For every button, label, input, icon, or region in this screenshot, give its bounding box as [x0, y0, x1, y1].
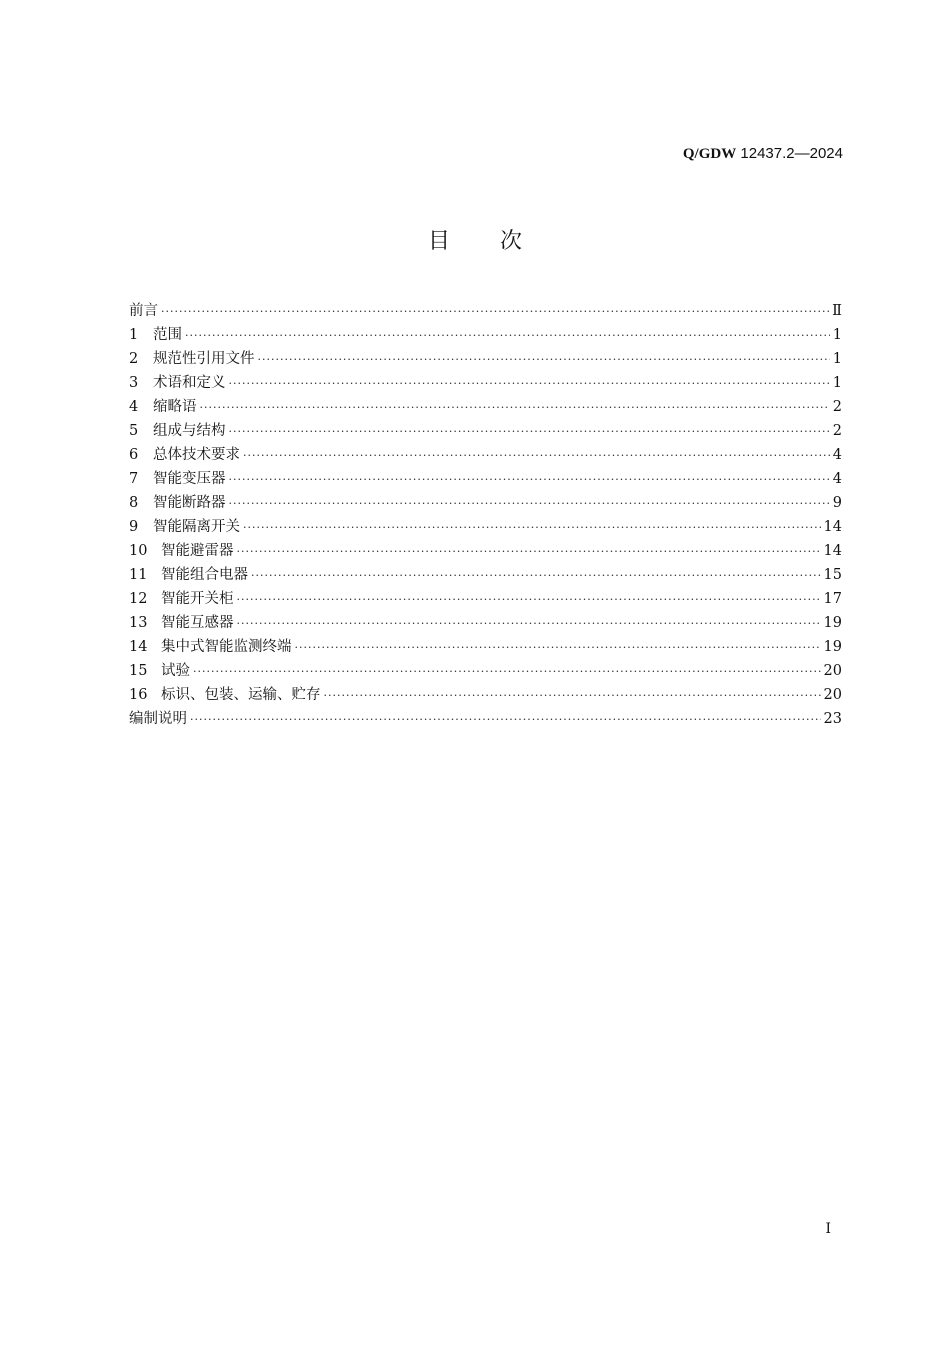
toc-entry-label: 术语和定义	[153, 375, 226, 391]
toc-entry-number: 7	[129, 471, 139, 487]
dot-leader	[193, 660, 821, 684]
dot-leader	[237, 540, 821, 564]
toc-entry-number: 16	[129, 687, 148, 703]
standard-number: 12437.2—2024	[740, 145, 843, 162]
toc-entry-number: 10	[129, 543, 148, 559]
dot-leader	[161, 300, 829, 324]
toc-entry-page: 19	[823, 615, 842, 631]
dot-leader	[237, 612, 821, 636]
toc-entry[interactable]	[129, 539, 842, 563]
toc-entry-page: 9	[832, 495, 842, 511]
toc-entry-number: 15	[129, 663, 148, 679]
toc-entry[interactable]	[129, 515, 842, 539]
toc-entry-label: 智能组合电器	[161, 567, 248, 583]
toc-entry-label: 规范性引用文件	[153, 351, 255, 367]
dot-leader	[324, 684, 821, 708]
toc-entry-page: 2	[832, 423, 842, 439]
toc-entry[interactable]	[129, 467, 842, 491]
toc-entry-label: 智能变压器	[153, 471, 226, 487]
dot-leader	[295, 636, 821, 660]
toc-entry-label: 总体技术要求	[153, 447, 240, 463]
table-of-contents	[129, 299, 842, 731]
toc-entry-label: 标识、包装、运输、贮存	[161, 687, 321, 703]
toc-entry-label: 智能隔离开关	[153, 519, 240, 535]
toc-entry[interactable]	[129, 371, 842, 395]
toc-entry-number: 2	[129, 351, 139, 367]
toc-entry-label: 智能开关柜	[161, 591, 234, 607]
toc-entry-page: Ⅱ	[832, 303, 842, 319]
toc-entry[interactable]	[129, 611, 842, 635]
toc-entry[interactable]	[129, 419, 842, 443]
toc-entry-page: 1	[832, 327, 842, 343]
toc-entry[interactable]	[129, 563, 842, 587]
toc-entry-page: 15	[823, 567, 842, 583]
dot-leader	[229, 372, 830, 396]
toc-entry-page: 14	[823, 543, 842, 559]
toc-entry-label: 智能断路器	[153, 495, 226, 511]
toc-entry[interactable]	[129, 323, 842, 347]
toc-entry[interactable]	[129, 347, 842, 371]
dot-leader	[229, 492, 830, 516]
page-title: 目次	[427, 229, 572, 254]
standard-prefix: Q/GDW	[682, 146, 737, 162]
dot-leader	[229, 420, 830, 444]
toc-entry-number: 14	[129, 639, 148, 655]
toc-entry-number: 6	[129, 447, 139, 463]
standard-code	[683, 145, 843, 163]
toc-entry[interactable]	[129, 635, 842, 659]
toc-entry-page: 1	[832, 375, 842, 391]
toc-entry-label: 集中式智能监测终端	[161, 639, 292, 655]
dot-leader	[251, 564, 821, 588]
toc-entry-page: 23	[823, 711, 842, 727]
toc-entry-number: 5	[129, 423, 139, 439]
dot-leader	[243, 516, 821, 540]
dot-leader	[229, 468, 830, 492]
toc-entry-number: 12	[129, 591, 148, 607]
toc-entry[interactable]	[129, 443, 842, 467]
toc-entry-page: 1	[832, 351, 842, 367]
toc-entry-label: 智能避雷器	[161, 543, 234, 559]
toc-entry[interactable]	[129, 395, 842, 419]
toc-entry-label: 编制说明	[129, 711, 187, 727]
toc-entry-page: 20	[823, 663, 842, 679]
toc-entry-label: 试验	[161, 663, 190, 679]
toc-entry-page: 2	[832, 399, 842, 415]
toc-entry[interactable]	[129, 491, 842, 515]
toc-entry[interactable]	[129, 299, 842, 323]
dot-leader	[190, 708, 821, 732]
dot-leader	[243, 444, 830, 468]
toc-entry-label: 范围	[153, 327, 182, 343]
toc-entry-page: 14	[823, 519, 842, 535]
dot-leader	[200, 396, 830, 420]
toc-entry-label: 前言	[129, 303, 158, 319]
toc-entry-label: 智能互感器	[161, 615, 234, 631]
toc-entry-page: 17	[823, 591, 842, 607]
toc-entry-number: 13	[129, 615, 148, 631]
toc-entry-page: 4	[832, 447, 842, 463]
toc-entry-label: 缩略语	[153, 399, 197, 415]
toc-entry-number: 11	[129, 567, 148, 583]
toc-entry-number: 4	[129, 399, 139, 415]
page-number: I	[825, 1221, 831, 1237]
toc-entry-page: 4	[832, 471, 842, 487]
toc-entry-page: 19	[823, 639, 842, 655]
toc-entry[interactable]	[129, 587, 842, 611]
dot-leader	[185, 324, 830, 348]
dot-leader	[237, 588, 821, 612]
toc-entry-page: 20	[823, 687, 842, 703]
toc-entry-label: 组成与结构	[153, 423, 226, 439]
toc-entry-number: 8	[129, 495, 139, 511]
dot-leader	[258, 348, 830, 372]
toc-entry-number: 9	[129, 519, 139, 535]
toc-entry[interactable]	[129, 707, 842, 731]
toc-entry[interactable]	[129, 659, 842, 683]
toc-entry-number: 1	[129, 327, 139, 343]
toc-entry[interactable]	[129, 683, 842, 707]
toc-entry-number: 3	[129, 375, 139, 391]
